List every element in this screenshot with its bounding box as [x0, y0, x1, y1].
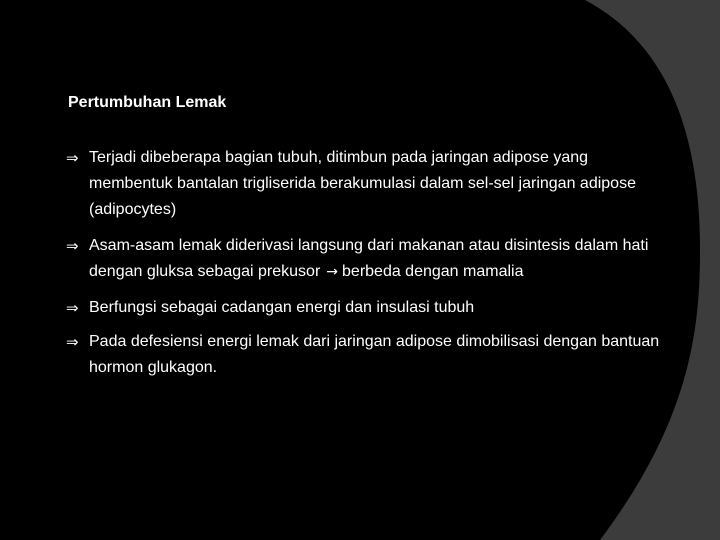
bullet-text-after: berbeda dengan mamalia — [342, 263, 524, 280]
bullet-item — [66, 295, 676, 321]
bullet-text: Berfungsi sebagai cadangan energi dan insulasi tubuh — [89, 299, 475, 316]
bullet-item — [66, 233, 676, 285]
implies-arrow-icon: ⇒ — [66, 299, 79, 317]
implies-arrow-icon: ⇒ — [66, 333, 79, 351]
implies-arrow-icon: ⇒ — [66, 237, 79, 255]
right-arrow-icon: → — [326, 264, 339, 280]
bullet-item — [66, 145, 676, 223]
slide-title: Pertumbuhan Lemak — [68, 94, 227, 111]
implies-arrow-icon: ⇒ — [66, 149, 79, 167]
bullet-item — [66, 329, 676, 381]
bullet-list — [66, 145, 676, 383]
bullet-text: Terjadi dibeberapa bagian tubuh, ditimbun pada jaringan adipose yang membentuk bantalan trigliserida berakumulasi dalam sel-sel jaringan adipose (adipocytes) — [89, 149, 636, 218]
bullet-text: Pada defesiensi energi lemak dari jaringan adipose dimobilisasi dengan bantuan hormon glukagon. — [89, 333, 660, 376]
bullet-text: Asam-asam lemak diderivasi langsung dari makanan atau disintesis dalam hati dengan gluksa sebagai prekusor — [89, 237, 649, 280]
